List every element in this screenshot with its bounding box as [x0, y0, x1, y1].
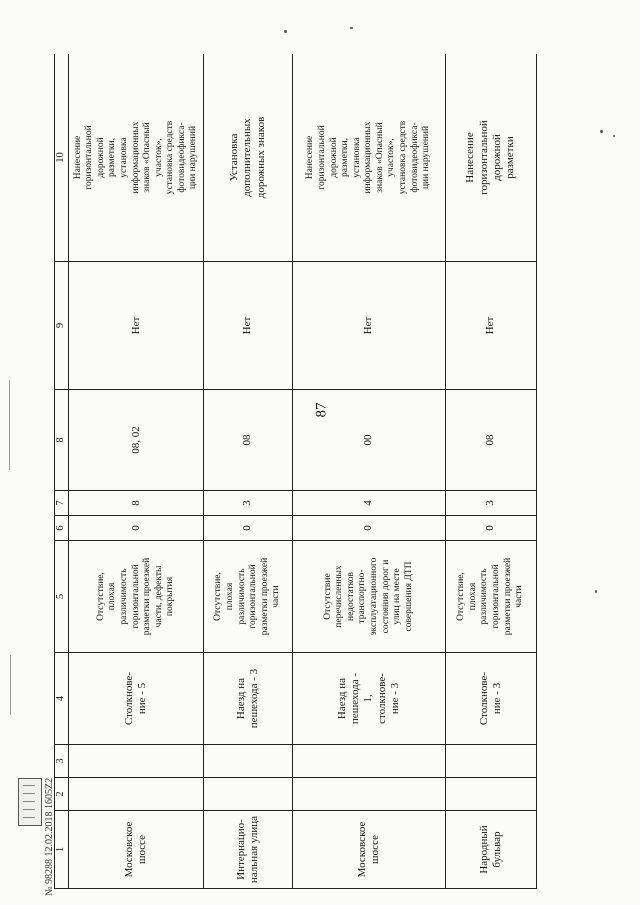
code-cell: 00	[293, 390, 446, 491]
empty-cell	[204, 778, 293, 811]
header-cell: 6	[55, 516, 69, 541]
scan-edge	[9, 380, 10, 470]
shortcomings-cell: Отсутствие перечисленных недостатков транспортно- эксплуатационного состояния дорог и улиц на месте совершения ДТП	[293, 541, 446, 653]
header-cell: 2	[55, 778, 69, 811]
flag-cell: Нет	[69, 262, 204, 390]
accident-table	[54, 54, 537, 889]
table-row	[204, 54, 293, 889]
count-cell: 4	[293, 491, 446, 516]
table-row	[446, 54, 537, 889]
code-cell: 08	[446, 390, 537, 491]
count-cell: 0	[446, 516, 537, 541]
scan-speck	[595, 590, 597, 593]
scan-edge	[10, 655, 11, 715]
empty-cell	[69, 778, 204, 811]
stamp-mark	[23, 785, 35, 786]
flag-cell: Нет	[204, 262, 293, 390]
registration-stamp	[18, 778, 42, 826]
street-cell: Московское шоссе	[69, 811, 204, 889]
header-cell: 5	[55, 541, 69, 653]
stamp-mark	[23, 793, 35, 794]
code-cell: 08	[204, 390, 293, 491]
shortcomings-cell: Отсутствие, плохая различимость горизонтальной разметки проезжей части	[204, 541, 293, 653]
measures-cell: Нанесение горизонтальной дорожной разметки, установка информационных знаков «Опасный участок», установка средств фотовидеофикса- ции нарушений	[69, 54, 204, 262]
count-cell: 0	[293, 516, 446, 541]
page-number: 87	[313, 402, 330, 418]
shortcomings-cell: Отсутствие, плохая различимость горизонтальной разметки проезжей части	[446, 541, 537, 653]
header-cell: 8	[55, 390, 69, 491]
accidents-cell: Столкнове- ние - 5	[69, 653, 204, 745]
table-row	[293, 54, 446, 889]
empty-cell	[293, 745, 446, 778]
empty-cell	[204, 745, 293, 778]
table-frame	[54, 54, 537, 889]
header-cell: 3	[55, 745, 69, 778]
count-cell: 0	[69, 516, 204, 541]
scan-speck	[284, 30, 287, 33]
scan-speck	[350, 27, 353, 29]
count-cell: 8	[69, 491, 204, 516]
count-cell: 3	[204, 491, 293, 516]
scan-speck	[600, 130, 603, 133]
accidents-cell: Наезд на пешехода - 3	[204, 653, 293, 745]
street-cell: Московское шоссе	[293, 811, 446, 889]
stamp-mark	[23, 801, 35, 802]
empty-cell	[446, 745, 537, 778]
registration-number: № 98288 12.02.2018 1605Z2	[44, 777, 55, 896]
measures-cell: Нанесение горизонтальной дорожной разметки, установка информационных знаков «Опасный участок», установка средств фотовидеофикса- ции нарушений	[293, 54, 446, 262]
shortcomings-cell: Отсутствие, плохая различимость горизонтальной разметки проезжей части, дефекты покрытия	[69, 541, 204, 653]
empty-cell	[69, 745, 204, 778]
count-cell: 0	[204, 516, 293, 541]
empty-cell	[446, 778, 537, 811]
header-row	[55, 54, 69, 889]
code-cell: 08, 02	[69, 390, 204, 491]
flag-cell: Нет	[446, 262, 537, 390]
accidents-cell: Наезд на пешехода - 1, столкнове- ние - 3	[293, 653, 446, 745]
header-cell: 10	[55, 54, 69, 262]
flag-cell: Нет	[293, 262, 446, 390]
accidents-cell: Столкнове- ние - 3	[446, 653, 537, 745]
header-cell: 4	[55, 653, 69, 745]
header-cell: 7	[55, 491, 69, 516]
scan-speck	[613, 135, 615, 137]
street-cell: Интернацио- нальная улица	[204, 811, 293, 889]
count-cell: 3	[446, 491, 537, 516]
table-row	[69, 54, 204, 889]
measures-cell: Установка дополнительных дорожных знаков	[204, 54, 293, 262]
stamp-mark	[23, 817, 35, 818]
street-cell: Народный бульвар	[446, 811, 537, 889]
stamp-mark	[23, 809, 35, 810]
header-cell: 1	[55, 811, 69, 889]
measures-cell: Нанесение горизонтальной дорожной разметки	[446, 54, 537, 262]
header-cell: 9	[55, 262, 69, 390]
empty-cell	[293, 778, 446, 811]
